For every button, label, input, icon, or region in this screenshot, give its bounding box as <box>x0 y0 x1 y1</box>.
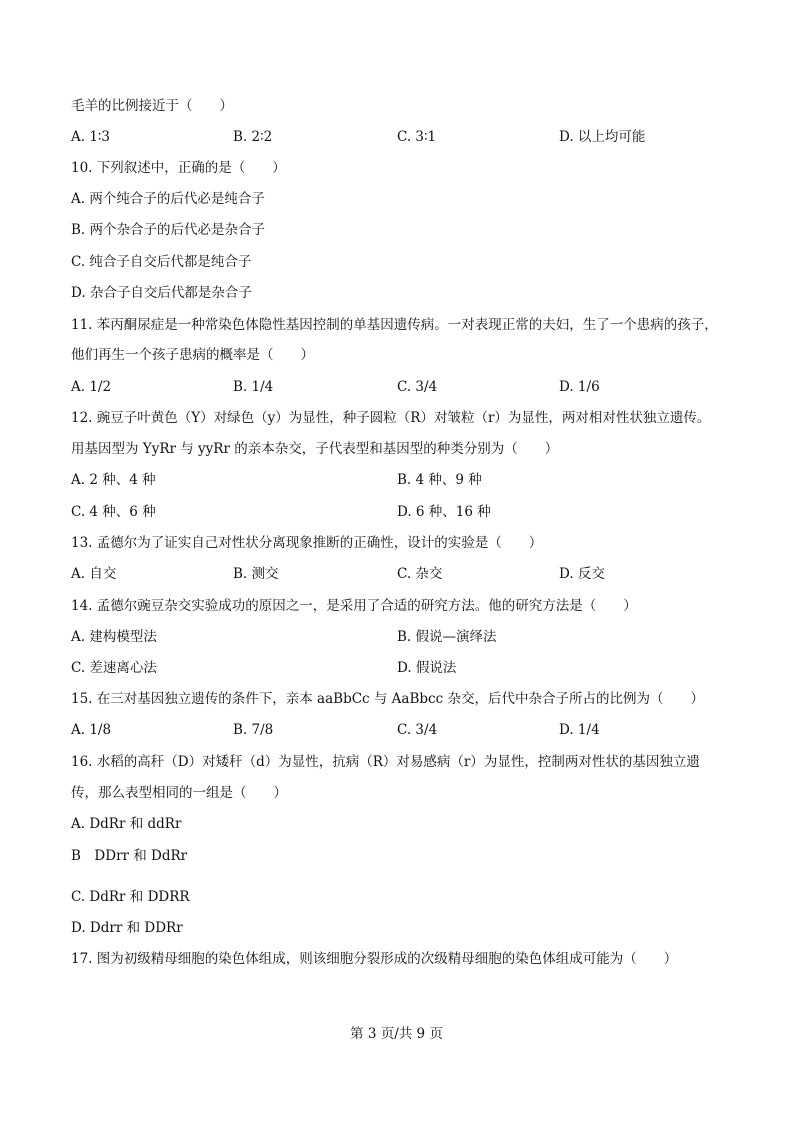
question-15-stem: 15. 在三对基因独立遗传的条件下，亲本 aaBbCc 与 AaBbcc 杂交，后代中杂合子所占的比例为（ ） <box>71 691 704 707</box>
question-12-stem-line1: 12. 豌豆子叶黄色（Y）对绿色（y）为显性，种子圆粒（R）对皱粒（r）为显性，两对相对性状独立遗传。 <box>71 410 711 426</box>
option-b: B. 假说—演绎法 <box>397 629 497 645</box>
option-c: C. 杂交 <box>397 566 443 582</box>
option-c: C. 3∶1 <box>397 129 437 145</box>
question-13-options <box>71 564 723 584</box>
option-c: C. 4 种、6 种 <box>71 504 156 520</box>
question-10-option-d: D. 杂合子自交后代都是杂合子 <box>71 285 252 301</box>
option-d: D. 1/4 <box>559 722 600 738</box>
question-15-options <box>71 720 723 740</box>
question-12-options-cd <box>71 502 723 522</box>
option-a: A. 1/8 <box>71 722 112 738</box>
option-d: D. 1/6 <box>559 379 600 395</box>
question-12-options-ab <box>71 470 723 490</box>
option-a: A. 建构模型法 <box>71 629 157 645</box>
question-14-options-ab <box>71 627 723 647</box>
option-b: B. 7/8 <box>233 722 274 738</box>
option-a: A. 自交 <box>71 566 117 582</box>
option-c: C. 3/4 <box>397 379 438 395</box>
option-c: C. 差速离心法 <box>71 660 157 676</box>
option-d: D. 以上均可能 <box>559 129 646 145</box>
question-9-continuation: 毛羊的比例接近于（ ） <box>71 98 233 114</box>
option-d: D. 假说法 <box>397 660 457 676</box>
question-10-stem: 10. 下列叙述中，正确的是（ ） <box>71 160 286 176</box>
question-14-options-cd <box>71 658 723 678</box>
option-d: D. 6 种、16 种 <box>397 504 491 520</box>
option-b: B. 测交 <box>233 566 279 582</box>
question-14-stem: 14. 孟德尔豌豆杂交实验成功的原因之一，是采用了合适的研究方法。他的研究方法是（ ） <box>71 598 637 614</box>
option-d: D. 反交 <box>559 566 605 582</box>
question-11-stem-line1: 11. 苯丙酮尿症是一种常染色体隐性基因控制的单基因遗传病。一对表现正常的夫妇，生了一个患病的孩子， <box>71 317 718 333</box>
question-10-option-a: A. 两个纯合子的后代必是纯合子 <box>71 191 265 207</box>
option-b: B. 4 种、9 种 <box>397 472 482 488</box>
question-16-option-a: A. DdRr 和 ddRr <box>71 816 182 832</box>
page-footer: 第 3 页/共 9 页 <box>350 1026 443 1042</box>
question-16-option-d: D. Ddrr 和 DDRr <box>71 920 183 936</box>
question-10-option-c: C. 纯合子自交后代都是纯合子 <box>71 254 252 270</box>
question-16-option-b: B DDrr 和 DdRr <box>71 848 188 864</box>
question-11-stem-line2: 他们再生一个孩子患病的概率是（ ） <box>71 347 314 363</box>
question-16-stem-line1: 16. 水稻的高秆（D）对矮秆（d）为显性，抗病（R）对易感病（r）为显性，控制两对性状的基因独立遗 <box>71 754 700 770</box>
option-a: A. 2 种、4 种 <box>71 472 156 488</box>
option-b: B. 1/4 <box>233 379 274 395</box>
option-a: A. 1/2 <box>71 379 112 395</box>
question-13-stem: 13. 孟德尔为了证实自己对性状分离现象推断的正确性，设计的实验是（ ） <box>71 535 543 551</box>
question-9-options <box>71 127 723 147</box>
question-10-option-b: B. 两个杂合子的后代必是杂合子 <box>71 222 266 238</box>
question-17-stem: 17. 图为初级精母细胞的染色体组成，则该细胞分裂形成的次级精母细胞的染色体组成可能为（ ） <box>71 951 678 967</box>
question-16-option-c: C. DdRr 和 DDRR <box>71 889 190 905</box>
option-c: C. 3/4 <box>397 722 438 738</box>
question-16-stem-line2: 传，那么表型相同的一组是（ ） <box>71 785 287 801</box>
option-b: B. 2∶2 <box>233 129 273 145</box>
option-a: A. 1∶3 <box>71 129 111 145</box>
question-12-stem-line2: 用基因型为 YyRr 与 yyRr 的亲本杂交，子代表型和基因型的种类分别为（ ） <box>71 441 559 457</box>
question-11-options <box>71 377 723 397</box>
